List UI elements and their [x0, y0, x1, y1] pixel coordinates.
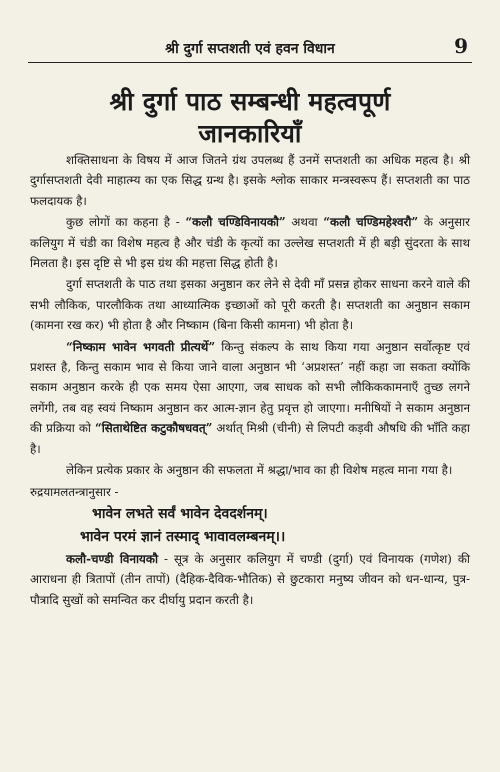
quote-kalau-chandimaheshvarau: “कलौ चण्डिमहेश्वरौ”	[323, 215, 419, 230]
chapter-heading-line-2: जानकारियाँ	[198, 119, 302, 148]
paragraph-4	[30, 337, 470, 459]
paragraph-2-text-c: अथवा	[285, 215, 324, 230]
paragraph-2	[30, 212, 470, 273]
paragraph-1: शक्तिसाधना के विषय में आज जितने ग्रंथ उपलब्ध हैं उनमें सप्तशती का अधिक महत्व है। श्री दुर्गासप्तशती देवी माहात्म्य का एक सिद्ध ग्रन्थ है। इसके श्लोक साकार मन्त्रस्वरूप हैं। सप्तशती का पाठ फलदायक है।	[30, 153, 470, 208]
paragraph-3: दुर्गा सप्तशती के पाठ तथा इसका अनुष्ठान कर लेने से देवी माँ प्रसन्न होकर साधना करने वाले की सभी लौकिक, पारलौकिक तथा आध्यात्मिक इच्छाओं को पूरी करती है। सप्तशती का अनुष्ठान सकाम (कामना रख कर) भी होता है और निष्काम (बिना किसी कामना) भी होता है।	[30, 277, 470, 333]
verse-line-1: भावेन लभते सर्वं भावेन देवदर्शनम्।	[92, 505, 268, 522]
paragraph-4-text-b: किन्तु संकल्प के साथ किया गया अनुष्ठान सर्वोत्कृष्ट एवं प्रशस्त है, किन्तु सकाम भाव से किया जाने वाला अनुष्ठान भी ‘अप्रशस्त’ नहीं कहा जा सकता क्योंकि सकाम अनुष्ठान करके ही एक समय ऐसा आएगा, जब साधक को सभी लौकिककामनाएँ तुच्छ लगने लगेंगी, तब वह स्वयं निष्काम अनुष्ठान कर आत्म-ज्ञान हेतु प्रवृत्त हो जाएगा। मनीषियों ने सकाम अनुष्ठान की प्रक्रिया को	[30, 339, 470, 436]
body-text	[30, 150, 470, 611]
verse-line-2: भावेन परमं ज्ञानं तस्माद् भावावलम्बनम्।।	[80, 528, 286, 545]
quote-nishkam-bhavena: “निष्काम भावेन भगवती प्रीत्यर्थे”	[66, 339, 216, 354]
paragraph-7-text-b: - सूत्र के अनुसार कलियुग में चण्डी (दुर्गा) एवं विनायक (गणेश) की आराधना ही त्रितापों (तीन तापों) (दैहिक-दैविक-भौतिक) से छुटकारा मनुष्य जीवन को धन-धान्य, पुत्र-पौत्रादि सुखों को समन्वित कर दीर्घायु प्रदान करती है।	[30, 551, 470, 607]
paragraph-4-text-d: अर्थात् मिश्री (चीनी) से लिपटी कड़वी औषधि की भाँति कहा है।	[30, 421, 470, 456]
running-header	[28, 36, 472, 63]
paragraph-2-text-e: के अनुसार कलियुग में चंडी का विशेष महत्व है और चंडी के कृत्यों का उल्लेख सप्तशती में ही बड़ी सुंदरता के साथ मिलता है। इस दृष्टि से भी इस ग्रंथ की महत्ता सिद्ध होती है।	[30, 215, 470, 271]
quote-kalau-chandivinayakau: “कलौ चण्डिविनायकौ”	[185, 215, 286, 230]
sutra-kalau-chandi-vinayakau: कलौ-चण्डी विनायकौ	[66, 551, 159, 566]
paragraph-7	[30, 549, 470, 610]
paragraph-5: लेकिन प्रत्येक प्रकार के अनुष्ठान की सफलता में श्रद्धा/भाव का ही विशेष महत्व माना गया है।	[66, 463, 453, 478]
running-title: श्री दुर्गा सप्तशती एवं हवन विधान	[165, 41, 335, 57]
rudrayamal-label: रुद्रयामलतन्त्रानुसार -	[30, 484, 119, 499]
chapter-heading-line-1: श्री दुर्गा पाठ सम्बन्धी महत्वपूर्ण	[109, 87, 391, 116]
page-number: 9	[454, 34, 468, 58]
paragraph-2-text-a: कुछ लोगों का कहना है -	[66, 215, 186, 230]
quote-sitaveshtit: “सिताथेष्टित कटुकौषधवत्”	[94, 421, 213, 436]
